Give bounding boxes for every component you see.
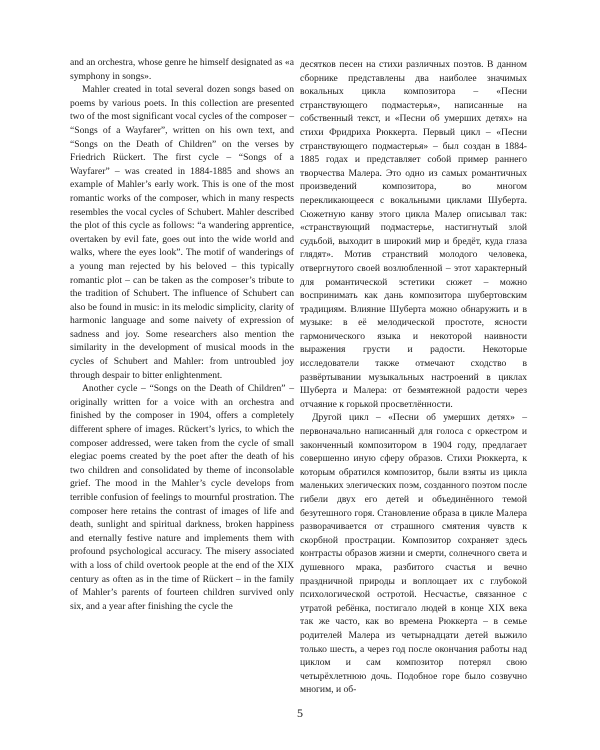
paragraph: and an orchestra, whose genre he himself designated as «a symphony in songs».: [70, 57, 294, 82]
paragraph: Another cycle – “Songs on the Death of Children” – originally written for a voice with an orchestra and finished by the composer in 1904, offers a completely different sphere of images. Rückert’s lyrics, to which the composer addressed, were taken from the cycle of small elegiac poems created by the poet after the death of his two children and consolidated by theme of inconsolable grief. The mood in the Mahler’s cycle develops from terrible confusion of feelings to mournful prostration. The composer here retains the contrast of images of life and death, sunlight and spiritual darkness, broken happiness and eternally festive nature and implements them with profound psychological accuracy. The misery associated with a loss of child overtook people at the end of the XIX century as often as in the time of Rückert – in the family of Mahler’s parents of fourteen children survived only six, and a year after finishing the cycle the: [70, 383, 294, 612]
left-column-english: [70, 56, 294, 613]
right-column-russian: [300, 58, 527, 697]
paragraph: десятков песен на стихи различных поэтов. В данном сборнике представлены два наиболее значимых вокальных цикла композитора – «Песни странствующего подмастерья», написанные на собственный текст, и «Песни об умерших детях» на стихи Фридриха Рюккерта. Первый цикл – «Песни странствующего подмастерья» – был создан в 1884-1885 годах и представляет собой пример раннего творчества Малера. Это одно из самых романтичных произведений композитора, во многом перекликающееся с вокальными циклами Шуберта. Сюжетную канву этого цикла Малер описывал так: «странствующий подмастерье, настигнутый злой судьбой, выходит в широкий мир и бредёт, куда глаза глядят». Мотив странствий молодого человека, отвергнутого своей возлюбленной – этот характерный для романтической эстетики сюжет – можно воспринимать как дань композитора шубертовским традициям. Влияние Шуберта можно обнаружить и в музыке: в её мелодической простоте, ясности гармонического языка и некоторой наивности выражения грусти и радости. Некоторые исследователи также отмечают сходство в развёртывании музыкальных настроений в циклах Шуберта и Малера: от безмятежной радости через отчаяние к горькой просветлённости.: [300, 59, 527, 410]
paragraph: Другой цикл – «Песни об умерших детях» – первоначально написанный для голоса с оркестром и законченный композитором в 1904 году, предлагает совершенно иную сферу образов. Стихи Рюккерта, к которым обратился композитор, были взяты из цикла маленьких элегических поэм, созданного поэтом после гибели двух его детей и объединённого темой безутешного горя. Становление образа в цикле Малера разворачивается от страшного смятения чувств к скорбной прострации. Композитор сохраняет здесь контрасты образов жизни и смерти, солнечного света и душевного мрака, разбитого счастья и вечно праздничной природы и воплощает их с глубокой психологической остротой. Несчастье, связанное с утратой ребёнка, постигало людей в конце XIX века так же часто, как во времена Рюккерта – в семье родителей Малера из четырнадцати детей выжило только шесть, а через год после окончания работы над циклом и сам композитор потерял свою четырёхлетнюю дочь. Подобное горе было созвучно многим, и об-: [300, 412, 527, 696]
page-number: 5: [297, 706, 303, 720]
paragraph: Mahler created in total several dozen songs based on poems by various poets. In this collection are presented two of the most significant vocal cycles of the composer – “Songs of a Wayfarer”, written on his own text, and “Songs on the Death of Children” on the verses by Friedrich Rückert. The first cycle – “Songs of a Wayfarer” – was created in 1884-1885 and shows an example of Mahler’s early work. This is one of the most romantic works of the composer, which in many respects resembles the vocal cycles of Schubert. Mahler described the plot of this cycle as follows: “a wandering apprentice, overtaken by evil fate, goes out into the wide world and walks, where the eyes look”. The motif of wanderings of a young man rejected by his beloved – this typically romantic plot – can be taken as the composer’s tribute to the tradition of Schubert. The influence of Schubert can also be found in music: in its melodic simplicity, clarity of harmonic language and some naivety of expression of sadness and joy. Some researchers also mention the similarity in the development of musical moods in the cycles of Schubert and Mahler: from untroubled joy through despair to bitter enlightenment.: [70, 84, 294, 381]
